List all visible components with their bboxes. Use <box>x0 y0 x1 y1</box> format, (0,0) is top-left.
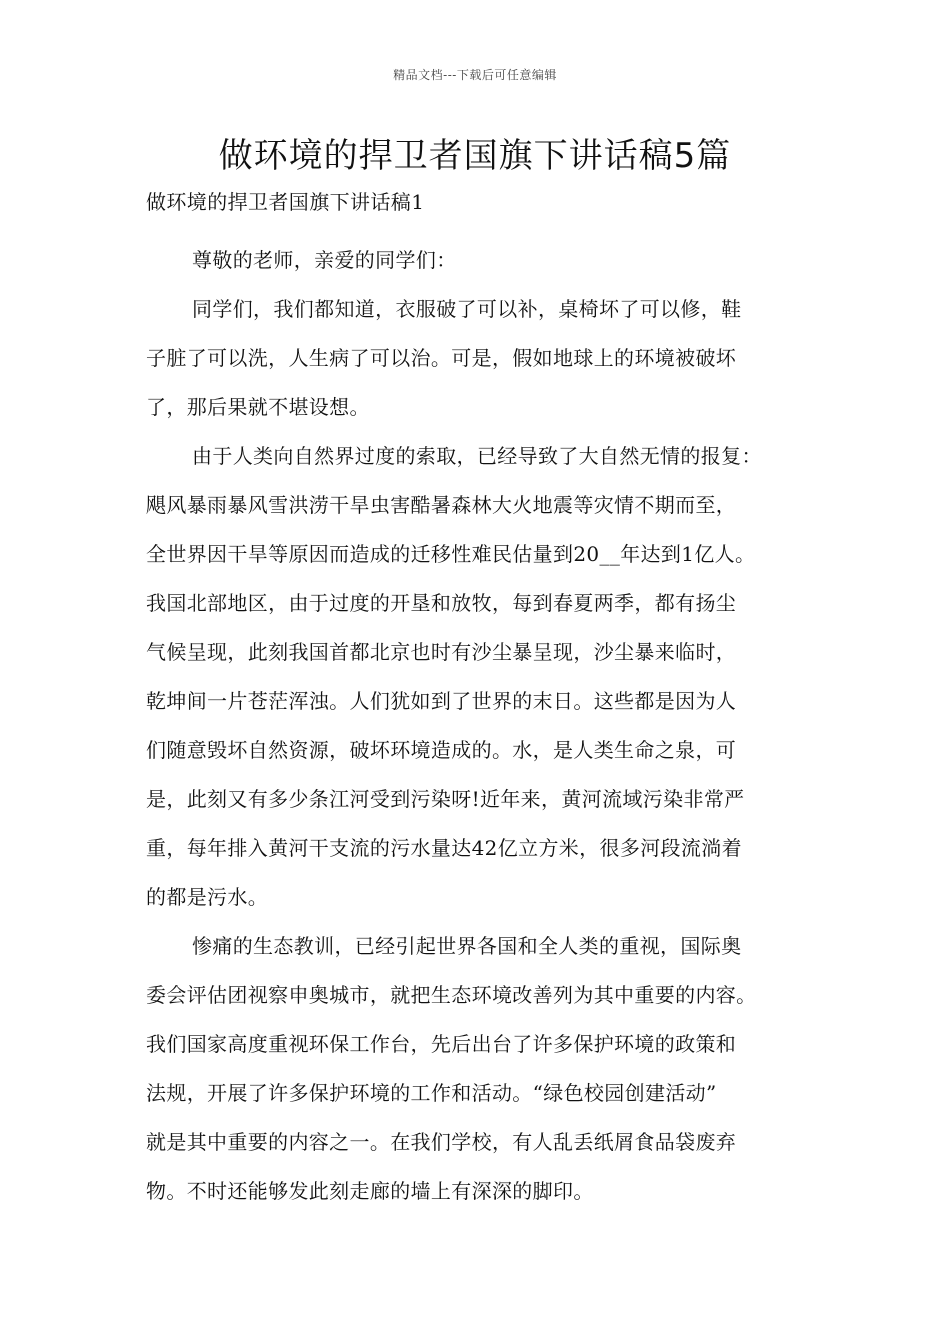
paragraph-greeting <box>146 236 836 285</box>
text-line: 委会评估团视察申奥城市，就把生态环境改善列为其中重要的内容。 <box>146 983 757 1007</box>
text-line: 乾坤间一片苍茫浑浊。人们犹如到了世界的末日。这些都是因为人 <box>146 689 737 713</box>
header-note: 精品文档---下载后可任意编辑 <box>393 68 557 82</box>
text-line: 我国北部地区，由于过度的开垦和放牧，每到春夏两季，都有扬尘 <box>146 591 737 615</box>
text-line: 的都是污水。 <box>146 885 269 909</box>
text-line: 法规，开展了许多保护环境的工作和活动。“绿色校园创建活动” <box>146 1081 717 1105</box>
body-text <box>146 236 836 1216</box>
text-line: 气候呈现，此刻我国首都北京也时有沙尘暴呈现，沙尘暴来临时， <box>146 640 737 664</box>
text-line: 飓风暴雨暴风雪洪涝干旱虫害酷暑森林大火地震等灾情不期而至， <box>146 493 737 517</box>
text-line: 重，每年排入黄河干支流的污水量达42亿立方米，很多河段流淌着 <box>146 836 742 860</box>
text-line: 就是其中重要的内容之一。在我们学校，有人乱丢纸屑食品袋废弃 <box>146 1130 737 1154</box>
text-line: 子脏了可以洗，人生病了可以治。可是，假如地球上的环境被破坏 <box>146 346 737 370</box>
text-line: 是，此刻又有多少条江河受到污染呀!近年来，黄河流域污染非常严 <box>146 787 745 811</box>
paragraph <box>146 922 836 1216</box>
text-line: 惨痛的生态教训，已经引起世界各国和全人类的重视，国际奥 <box>192 934 742 958</box>
text-line: 物。不时还能够发此刻走廊的墙上有深深的脚印。 <box>146 1179 594 1203</box>
text-line: 我们国家高度重视环保工作台，先后出台了许多保护环境的政策和 <box>146 1032 737 1056</box>
document-title: 做环境的捍卫者国旗下讲话稿5篇 <box>218 136 732 176</box>
text-line: 由于人类向自然界过度的索取，已经导致了大自然无情的报复： <box>192 444 762 468</box>
text-line: 尊敬的老师，亲爱的同学们： <box>192 248 457 272</box>
text-line: 同学们，我们都知道，衣服破了可以补，桌椅坏了可以修，鞋 <box>192 297 742 321</box>
text-line: 们随意毁坏自然资源，破坏环境造成的。水，是人类生命之泉，可 <box>146 738 737 762</box>
text-line: 了，那后果就不堪设想。 <box>146 395 370 419</box>
paragraph <box>146 432 836 922</box>
paragraph <box>146 285 836 432</box>
section-title: 做环境的捍卫者国旗下讲话稿1 <box>146 190 425 214</box>
text-line: 全世界因干旱等原因而造成的迁移性难民估量到20__年达到1亿人。 <box>146 542 756 566</box>
